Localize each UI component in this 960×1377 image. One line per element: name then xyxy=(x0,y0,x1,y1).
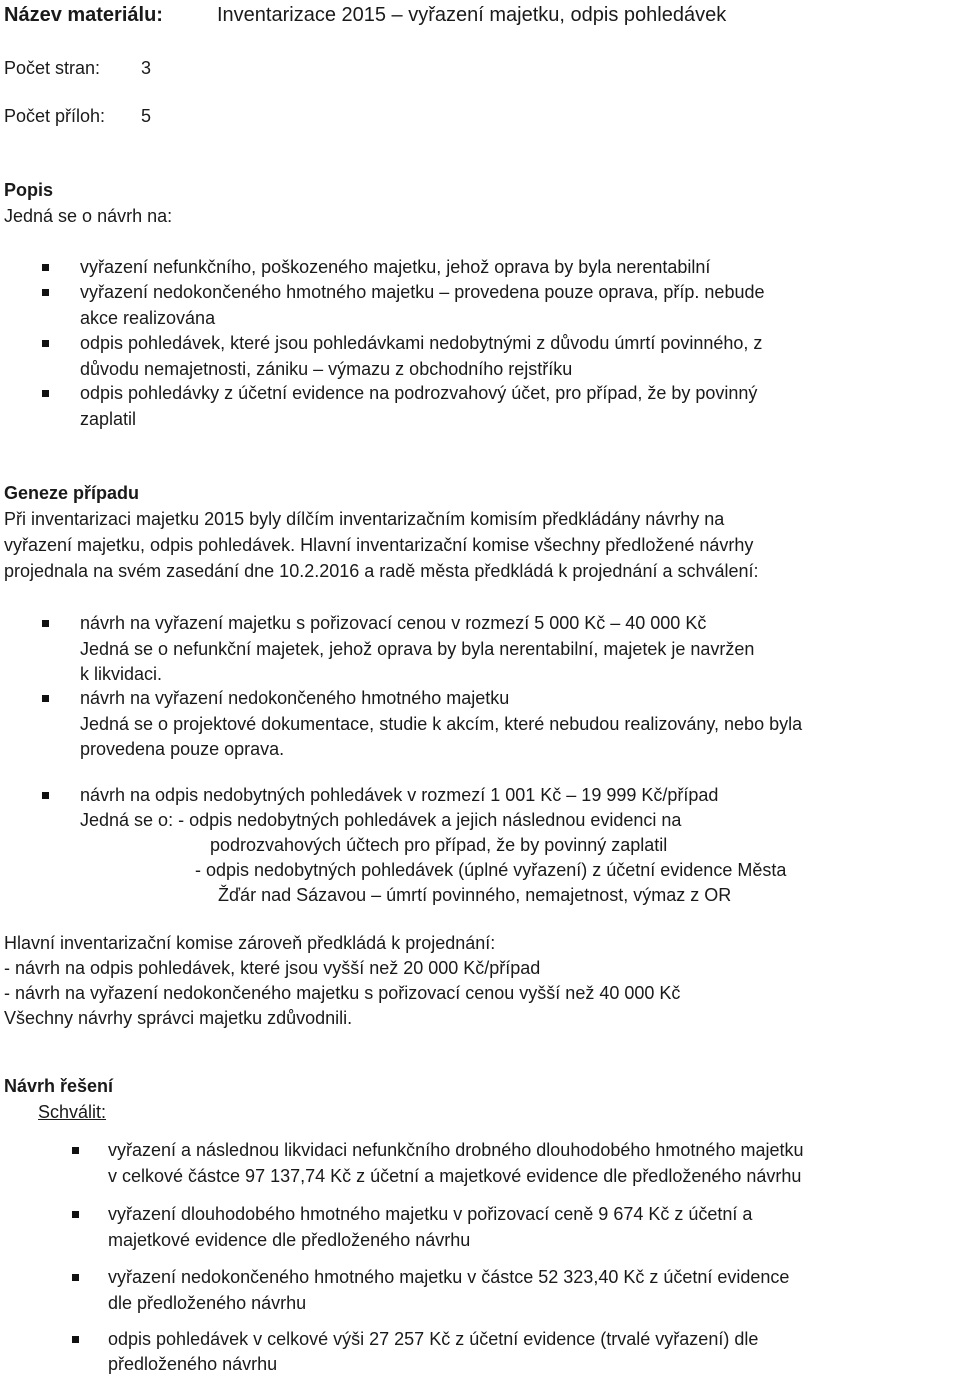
reseni-heading: Návrh řešení xyxy=(4,1076,114,1096)
bullet-icon xyxy=(72,1336,79,1343)
popis-item: odpis pohledávky z účetní evidence na podrozvahový účet, pro případ, že by povinný xyxy=(80,383,758,403)
proposal-text: Jedná se o projektové dokumentace, studie k akcím, které nebudou realizovány, nebo byla xyxy=(80,714,803,734)
pages-value: 3 xyxy=(141,58,152,78)
geneze-heading: Geneze případu xyxy=(4,483,140,503)
geneze-text: projednala na svém zasedání dne 10.2.2016 a radě města předkládá k projednání a schválení: xyxy=(4,561,759,581)
bullet-icon xyxy=(42,264,49,271)
bullet-icon xyxy=(42,792,49,799)
proposal-text: Žďár nad Sázavou – úmrtí povinného, nemajetnost, výmaz z OR xyxy=(218,885,732,905)
pages-label: Počet stran: xyxy=(4,58,101,78)
popis-item-cont: zaplatil xyxy=(80,409,137,429)
extra-text: Všechny návrhy správci majetku zdůvodnili. xyxy=(4,1008,353,1028)
reseni-item: vyřazení nedokončeného hmotného majetku v částce 52 323,40 Kč z účetní evidence xyxy=(108,1267,790,1287)
popis-item: vyřazení nefunkčního, poškozeného majetku, jehož oprava by byla nerentabilní xyxy=(80,257,711,277)
popis-item-cont: důvodu nemajetnosti, zániku – výmazu z obchodního rejstříku xyxy=(80,359,573,379)
popis-intro: Jedná se o návrh na: xyxy=(4,206,173,226)
attachments-value: 5 xyxy=(141,106,152,126)
proposal-title: návrh na odpis nedobytných pohledávek v rozmezí 1 001 Kč – 19 999 Kč/případ xyxy=(80,785,719,805)
proposal-title: návrh na vyřazení majetku s pořizovací cenou v rozmezí 5 000 Kč – 40 000 Kč xyxy=(80,613,707,633)
proposal-text: Jedná se o nefunkční majetek, jehož oprava by byla nerentabilní, majetek je navržen xyxy=(80,639,755,659)
bullet-icon xyxy=(42,695,49,702)
extra-text: - návrh na odpis pohledávek, které jsou vyšší než 20 000 Kč/případ xyxy=(4,958,541,978)
approve-label: Schválit: xyxy=(38,1102,107,1122)
geneze-text: vyřazení majetku, odpis pohledávek. Hlavní inventarizační komise všechny předložené návrhy xyxy=(4,535,754,555)
reseni-item-cont: v celkové částce 97 137,74 Kč z účetní a majetkové evidence dle předloženého návrhu xyxy=(108,1166,802,1186)
popis-heading: Popis xyxy=(4,180,54,200)
extra-text: - návrh na vyřazení nedokončeného majetku s pořizovací cenou vyšší než 40 000 Kč xyxy=(4,983,681,1003)
proposal-text: provedena pouze oprava. xyxy=(80,739,285,759)
bullet-icon xyxy=(72,1274,79,1281)
reseni-item-cont: dle předloženého návrhu xyxy=(108,1293,307,1313)
bullet-icon xyxy=(42,390,49,397)
bullet-icon xyxy=(72,1147,79,1154)
title-label: Název materiálu: xyxy=(4,4,163,26)
popis-item: odpis pohledávek, které jsou pohledávkami nedobytnými z důvodu úmrtí povinného, z xyxy=(80,333,763,353)
attachments-label: Počet příloh: xyxy=(4,106,106,126)
proposal-text: Jedná se o: - odpis nedobytných pohledávek a jejich následnou evidenci na xyxy=(80,810,682,830)
reseni-item: odpis pohledávek v celkové výši 27 257 Kč z účetní evidence (trvalé vyřazení) dle xyxy=(108,1329,759,1349)
reseni-item: vyřazení dlouhodobého hmotného majetku v pořizovací ceně 9 674 Kč z účetní a xyxy=(108,1204,753,1224)
bullet-icon xyxy=(42,340,49,347)
proposal-text: k likvidaci. xyxy=(80,664,163,684)
bullet-icon xyxy=(42,289,49,296)
bullet-icon xyxy=(42,620,49,627)
proposal-text: podrozvahových účtech pro případ, že by povinný zaplatil xyxy=(210,835,668,855)
proposal-text: - odpis nedobytných pohledávek (úplné vyřazení) z účetní evidence Města xyxy=(195,860,787,880)
reseni-item-cont: předloženého návrhu xyxy=(108,1354,278,1374)
title-value: Inventarizace 2015 – vyřazení majetku, odpis pohledávek xyxy=(217,4,727,26)
popis-item: vyřazení nedokončeného hmotného majetku – provedena pouze oprava, příp. nebude xyxy=(80,282,765,302)
popis-item-cont: akce realizována xyxy=(80,308,216,328)
extra-text: Hlavní inventarizační komise zároveň předkládá k projednání: xyxy=(4,933,496,953)
reseni-item: vyřazení a následnou likvidaci nefunkčního drobného dlouhodobého hmotného majetku xyxy=(108,1140,804,1160)
proposal-title: návrh na vyřazení nedokončeného hmotného majetku xyxy=(80,688,510,708)
reseni-item-cont: majetkové evidence dle předloženého návrhu xyxy=(108,1230,471,1250)
bullet-icon xyxy=(72,1211,79,1218)
geneze-text: Při inventarizaci majetku 2015 byly dílčím inventarizačním komisím předkládány návrhy na xyxy=(4,509,725,529)
